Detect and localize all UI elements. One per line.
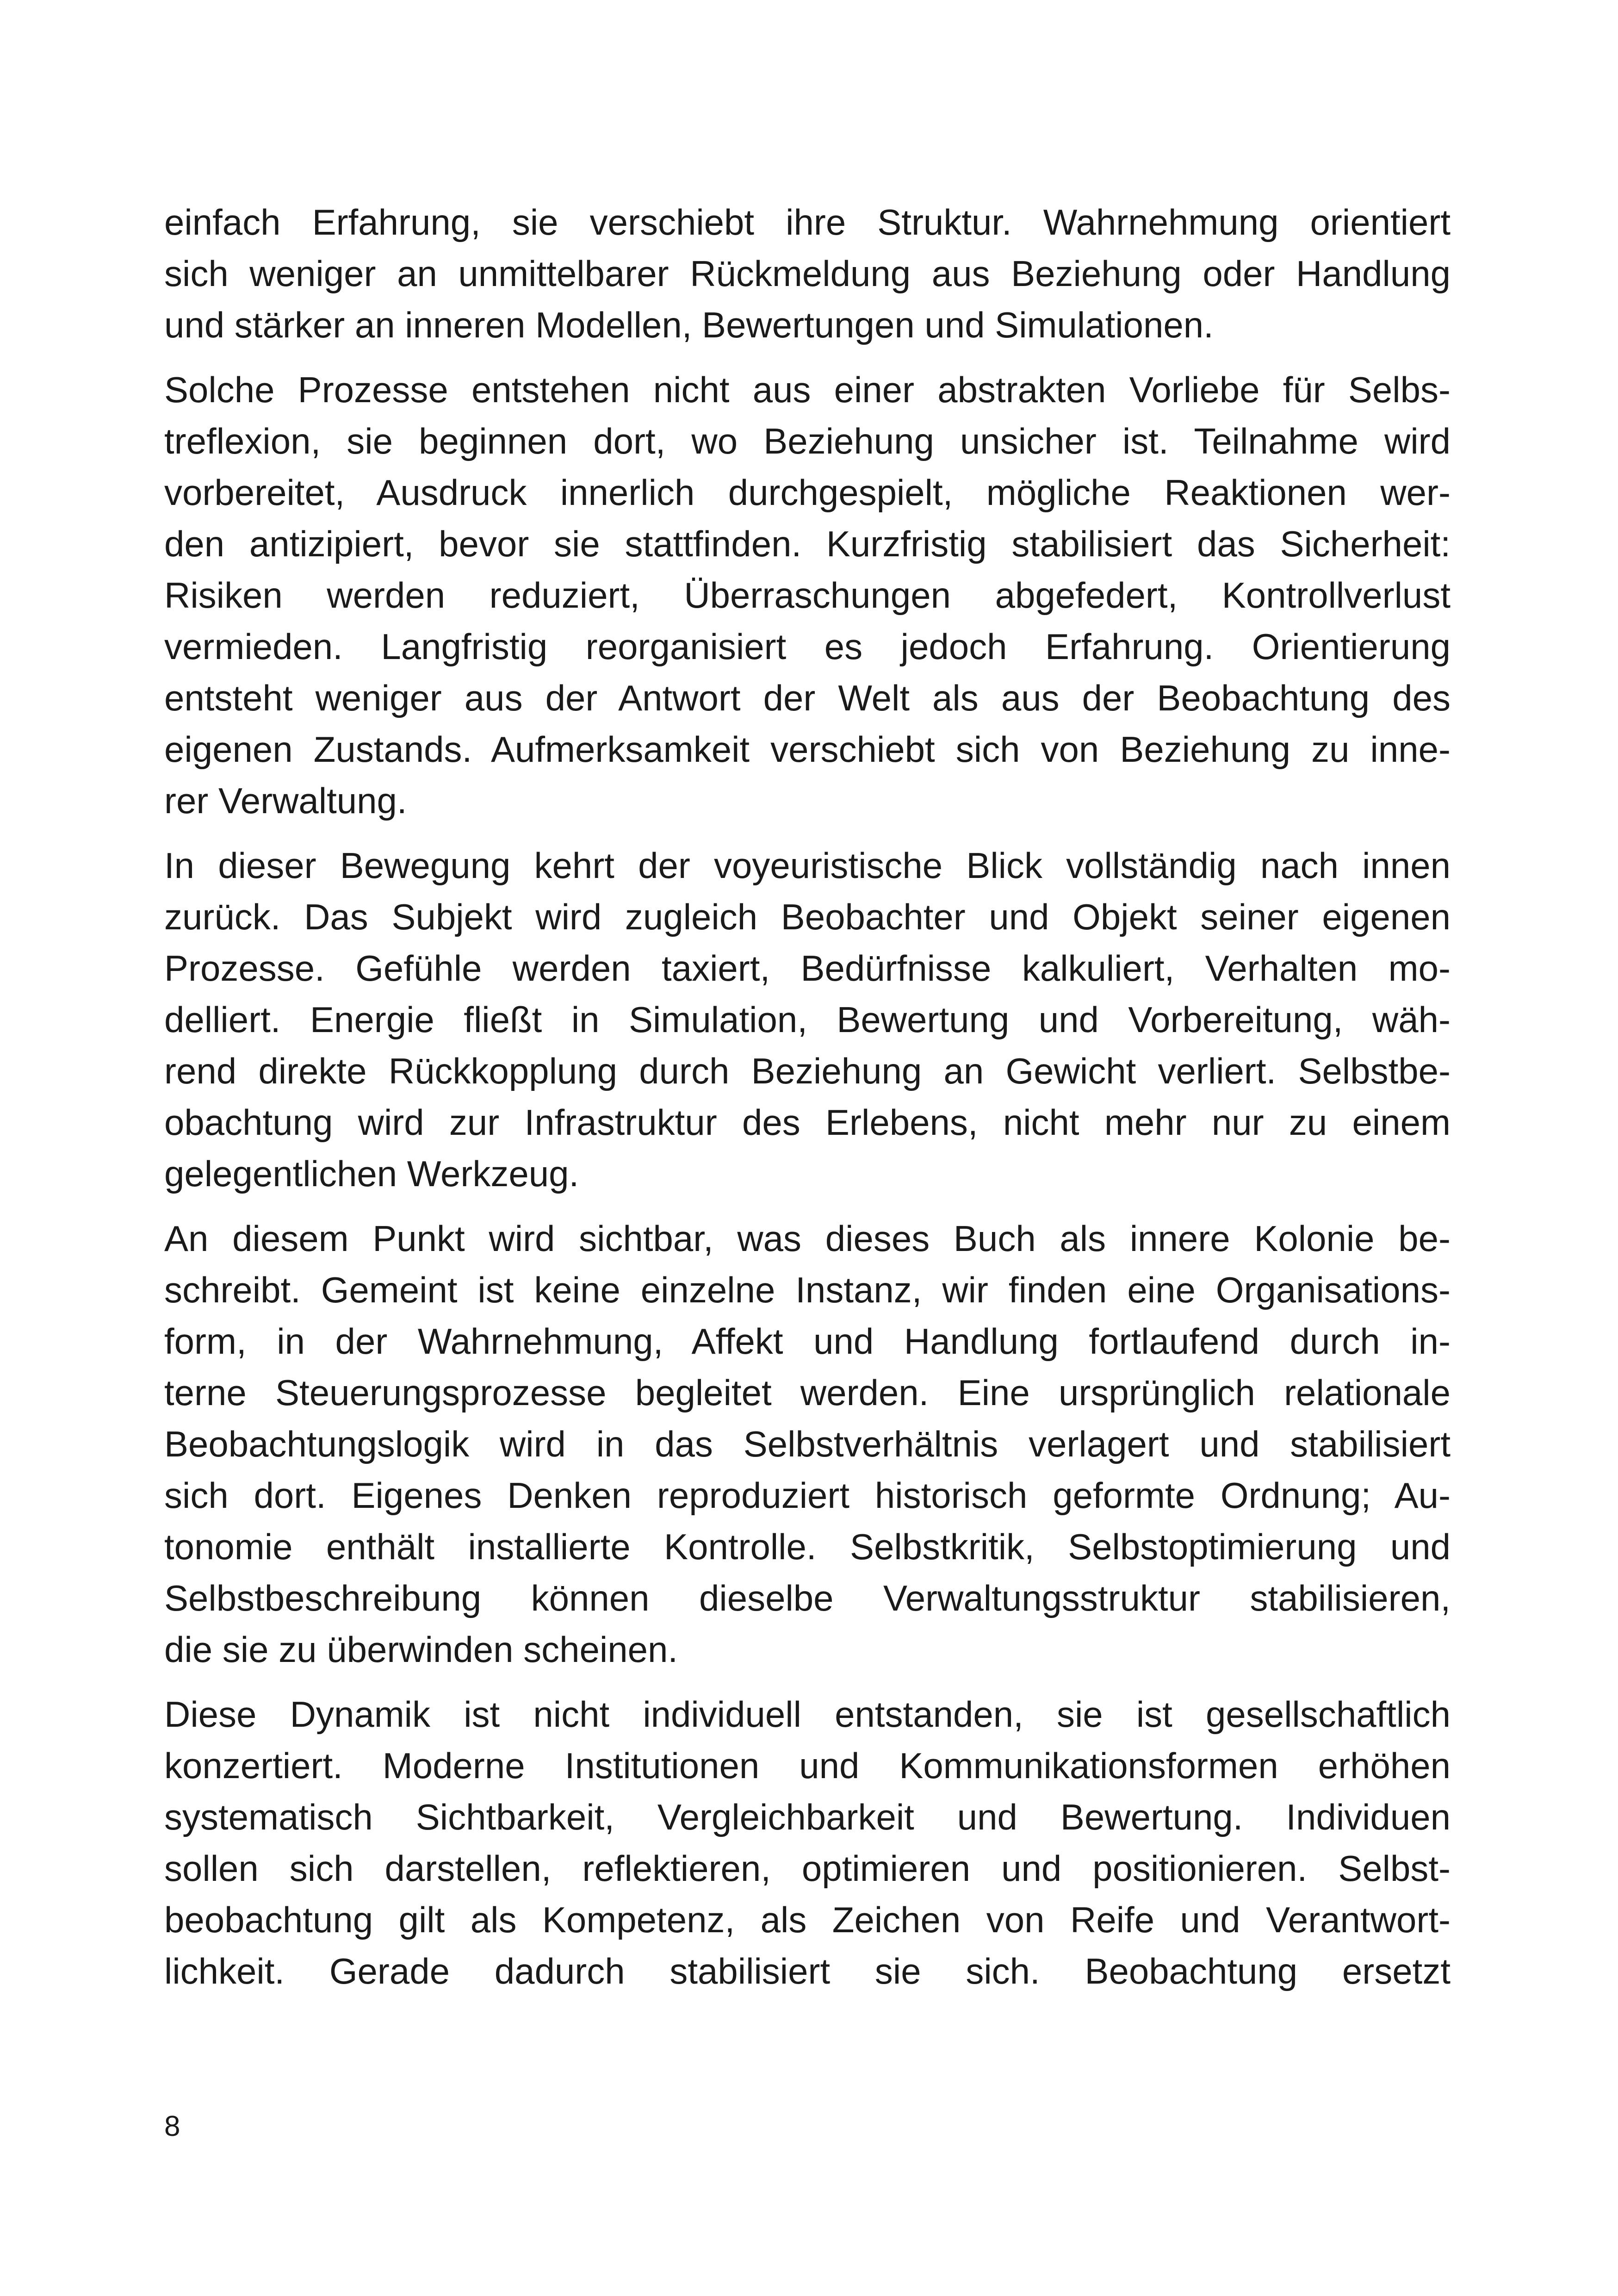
text-line: An diesem Punkt wird sichtbar, was dieses Buch als innere Kolonie be- xyxy=(164,1218,1451,1259)
text-line: Beobachtungslogik wird in das Selbstverhältnis verlagert und stabilisiert xyxy=(164,1424,1451,1464)
text-line: die sie zu überwinden scheinen. xyxy=(164,1629,678,1670)
text-line: Risiken werden reduziert, Überraschungen abgefedert, Kontrollverlust xyxy=(164,575,1451,616)
paragraph xyxy=(164,197,1451,351)
text-line: tonomie enthält installierte Kontrolle. Selbstkritik, Selbstoptimierung und xyxy=(164,1526,1451,1567)
text-line: eigenen Zustands. Aufmerksamkeit verschiebt sich von Beziehung zu inne- xyxy=(164,729,1451,770)
text-line: obachtung wird zur Infrastruktur des Erlebens, nicht mehr nur zu einem xyxy=(164,1102,1451,1143)
text-line: und stärker an inneren Modellen, Bewertungen und Simulationen. xyxy=(164,305,1214,345)
text-line: In dieser Bewegung kehrt der voyeuristische Blick vollständig nach innen xyxy=(164,845,1451,886)
text-line: Diese Dynamik ist nicht individuell entstanden, sie ist gesellschaftlich xyxy=(164,1694,1451,1735)
paragraph xyxy=(164,1689,1451,1997)
page-number: 8 xyxy=(164,2110,180,2142)
text-line: rer Verwaltung. xyxy=(164,780,407,821)
text-line: Selbstbeschreibung können dieselbe Verwaltungsstruktur stabilisieren, xyxy=(164,1578,1451,1618)
text-line: entsteht weniger aus der Antwort der Welt als aus der Beobachtung des xyxy=(164,678,1451,718)
text-line: den antizipiert, bevor sie stattfinden. Kurzfristig stabilisiert das Sicherheit: xyxy=(164,523,1451,564)
paragraph xyxy=(164,1213,1451,1675)
text-line: beobachtung gilt als Kompetenz, als Zeichen von Reife und Verantwort- xyxy=(164,1899,1451,1940)
text-line: sollen sich darstellen, reflektieren, optimieren und positionieren. Selbst- xyxy=(164,1848,1451,1889)
text-line: Solche Prozesse entstehen nicht aus einer abstrakten Vorliebe für Selbs- xyxy=(164,369,1451,410)
text-line: konzertiert. Moderne Institutionen und Kommunikationsformen erhöhen xyxy=(164,1745,1451,1786)
text-line: lichkeit. Gerade dadurch stabilisiert sie sich. Beobachtung ersetzt xyxy=(164,1951,1451,1991)
text-line: zurück. Das Subjekt wird zugleich Beobachter und Objekt seiner eigenen xyxy=(164,896,1451,937)
body-text xyxy=(164,197,1451,2010)
text-line: terne Steuerungsprozesse begleitet werden. Eine ursprünglich relationale xyxy=(164,1372,1451,1413)
text-line: rend direkte Rückkopplung durch Beziehung an Gewicht verliert. Selbstbe- xyxy=(164,1051,1451,1091)
text-line: form, in der Wahrnehmung, Affekt und Handlung fortlaufend durch in- xyxy=(164,1321,1451,1362)
text-line: vorbereitet, Ausdruck innerlich durchgespielt, mögliche Reaktionen wer- xyxy=(164,472,1451,513)
text-line: systematisch Sichtbarkeit, Vergleichbarkeit und Bewertung. Individuen xyxy=(164,1797,1451,1837)
paragraph xyxy=(164,364,1451,827)
paragraph xyxy=(164,840,1451,1200)
text-line: delliert. Energie fließt in Simulation, Bewertung und Vorbereitung, wäh- xyxy=(164,999,1451,1040)
text-line: schreibt. Gemeint ist keine einzelne Instanz, wir finden eine Organisations- xyxy=(164,1269,1451,1310)
text-line: Prozesse. Gefühle werden taxiert, Bedürfnisse kalkuliert, Verhalten mo- xyxy=(164,948,1451,989)
text-line: sich dort. Eigenes Denken reproduziert historisch geformte Ordnung; Au- xyxy=(164,1475,1451,1516)
text-line: einfach Erfahrung, sie verschiebt ihre Struktur. Wahrnehmung orientiert xyxy=(164,202,1451,243)
text-line: sich weniger an unmittelbarer Rückmeldung aus Beziehung oder Handlung xyxy=(164,253,1451,294)
text-line: treflexion, sie beginnen dort, wo Beziehung unsicher ist. Teilnahme wird xyxy=(164,421,1451,461)
text-line: gelegentlichen Werkzeug. xyxy=(164,1153,579,1194)
text-line: vermieden. Langfristig reorganisiert es jedoch Erfahrung. Orientierung xyxy=(164,626,1451,667)
